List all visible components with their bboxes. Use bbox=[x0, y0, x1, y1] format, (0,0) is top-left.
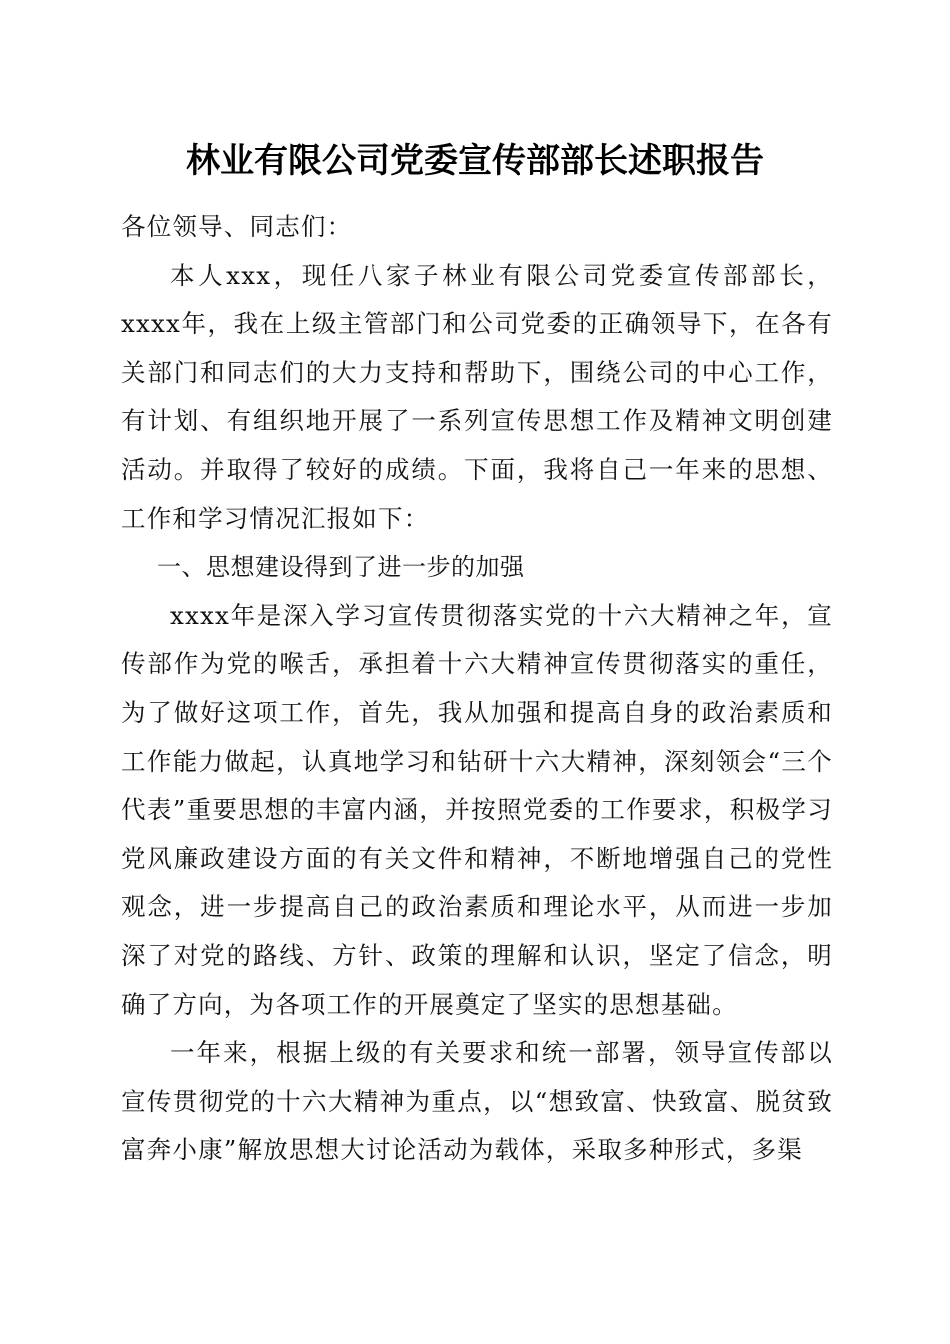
salutation: 各位领导、同志们： bbox=[121, 212, 353, 241]
document-body bbox=[121, 203, 833, 1175]
section-heading: 一、思想建设得到了进一步的加强 bbox=[157, 553, 525, 582]
intro-paragraph: 本人xxx，现任八家子林业有限公司党委宣传部部长，xxxx年，我在上级主管部门和公司党委的正确领导下，在各有关部门和同志们的大力支持和帮助下，围绕公司的中心工作，有计划、有组织地开展了一系列宣传思想工作及精神文明创建活动。并取得了较好的成绩。下面，我将自己一年来的思想、工作和学习情况汇报如下： bbox=[121, 260, 833, 533]
section-paragraph: xxxx年是深入学习宣传贯彻落实党的十六大精神之年，宣传部作为党的喉舌，承担着十六大精神宣传贯彻落实的重任，为了做好这项工作，首先，我从加强和提高自身的政治素质和工作能力做起，认真地学习和钻研十六大精神，深刻领会“三个代表”重要思想的丰富内涵，并按照党委的工作要求，积极学习党风廉政建设方面的有关文件和精神，不断地增强自己的党性观念，进一步提高自己的政治素质和理论水平，从而进一步加深了对党的路线、方针、政策的理解和认识，坚定了信念，明确了方向，为各项工作的开展奠定了坚实的思想基础。 bbox=[121, 600, 833, 1019]
section-paragraph: 一年来，根据上级的有关要求和统一部署，领导宣传部以宣传贯彻党的十六大精神为重点，以“想致富、快致富、脱贫致富奔小康”解放思想大讨论活动为载体，采取多种形式，多渠 bbox=[121, 1038, 833, 1165]
document-title: 林业有限公司党委宣传部部长述职报告 bbox=[186, 141, 764, 181]
